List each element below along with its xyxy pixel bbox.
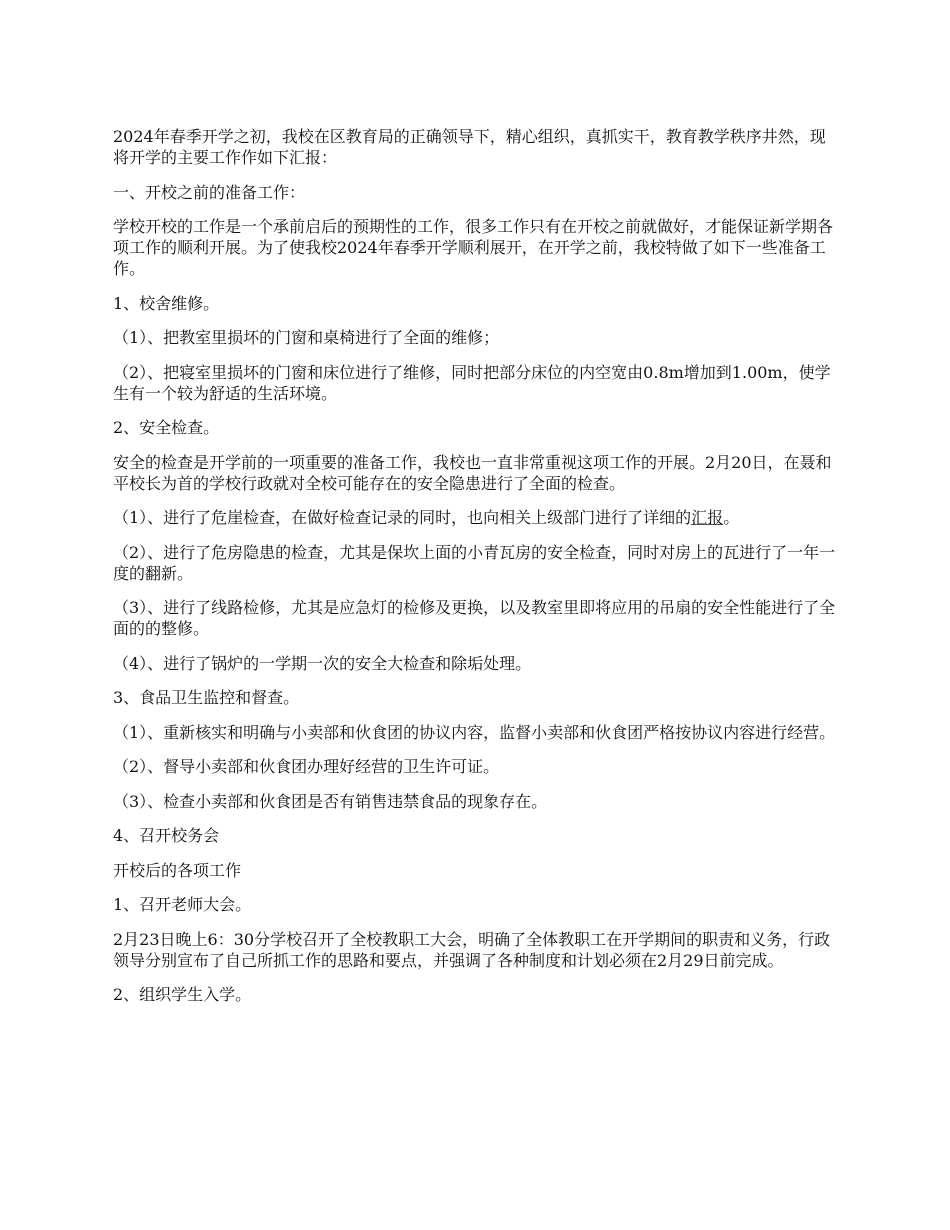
item-heading-enrollment: 2、组织学生入学。 [113, 985, 252, 1004]
safety-item-1 [113, 507, 838, 528]
safety-item-4: （4）、进行了锅炉的一学期一次的安全大检查和除垢处理。 [113, 653, 532, 673]
repair-item-1: （1）、把教室里损坏的门窗和桌椅进行了全面的维修； [113, 328, 500, 347]
food-item-1: （1）、重新核实和明确与小卖部和伙食团的协议内容，监督小卖部和伙食团严格按协议内容进行经营。 [113, 722, 836, 742]
preparation-paragraph: 学校开校的工作是一个承前启后的预期性的工作，很多工作只有在开校之前就做好，才能保证新学期各项工作的顺利开展。为了使我校2024年春季开学顺利展开，在开学之前，我校特做了如下一些准备工作。 [113, 217, 834, 278]
food-item-3: （3）、检查小卖部和伙食团是否有销售违禁食品的现象存在。 [113, 791, 548, 811]
item-heading-food: 3、食品卫生监控和督查。 [113, 688, 300, 707]
item-heading-staff-meeting: 1、召开老师大会。 [113, 895, 252, 914]
intro-paragraph: 2024年春季开学之初，我校在区教育局的正确领导下，精心组织，真抓实干，教育教学秩序井然，现将开学的主要工作作如下汇报： [113, 127, 826, 167]
repair-item-2: （2）、把寝室里损坏的门窗和床位进行了维修，同时把部分床位的内空宽由0.8m增加到1.00m，使学生有一个较为舒适的生活环境。 [113, 362, 831, 403]
food-item-2: （2）、督导小卖部和伙食团办理好经营的卫生许可证。 [113, 757, 500, 776]
item-heading-meeting: 4、召开校务会 [113, 826, 220, 845]
safety-item-3: （3）、进行了线路检修，尤其是应急灯的检修及更换，以及教室里即将应用的吊扇的安全性能进行了全面的的整修。 [113, 598, 836, 638]
item-heading-repair: 1、校舍维修。 [113, 293, 220, 313]
safety-item-1-text: （1）、进行了危崖检查，在做好检查记录的同时，也向相关上级部门进行了详细的 [113, 508, 692, 527]
section-heading-after-opening: 开校后的各项工作 [113, 860, 242, 880]
safety-item-2: （2）、进行了危房隐患的检查，尤其是保坎上面的小青瓦房的安全检查，同时对房上的瓦进行了一年一度的翻新。 [113, 542, 836, 583]
staff-meeting-paragraph: 2月23日晚上6：30分学校召开了全校教职工大会，明确了全体教职工在开学期间的职责和义务，行政领导分别宣布了自己所抓工作的思路和要点，并强调了各种制度和计划必须在2月29日前完成。 [113, 929, 831, 970]
safety-item-1-end: 。 [723, 508, 740, 527]
safety-paragraph: 安全的检查是开学前的一项重要的准备工作，我校也一直非常重视这项工作的开展。2月20日，在聂和平校长为首的学校行政就对全校可能存在的安全隐患进行了全面的检查。 [113, 452, 832, 493]
document-page [113, 126, 838, 1019]
section-heading-preparation: 一、开校之前的准备工作： [113, 182, 306, 202]
item-heading-safety: 2、安全检查。 [113, 418, 220, 437]
report-link[interactable]: 汇报 [691, 508, 724, 527]
